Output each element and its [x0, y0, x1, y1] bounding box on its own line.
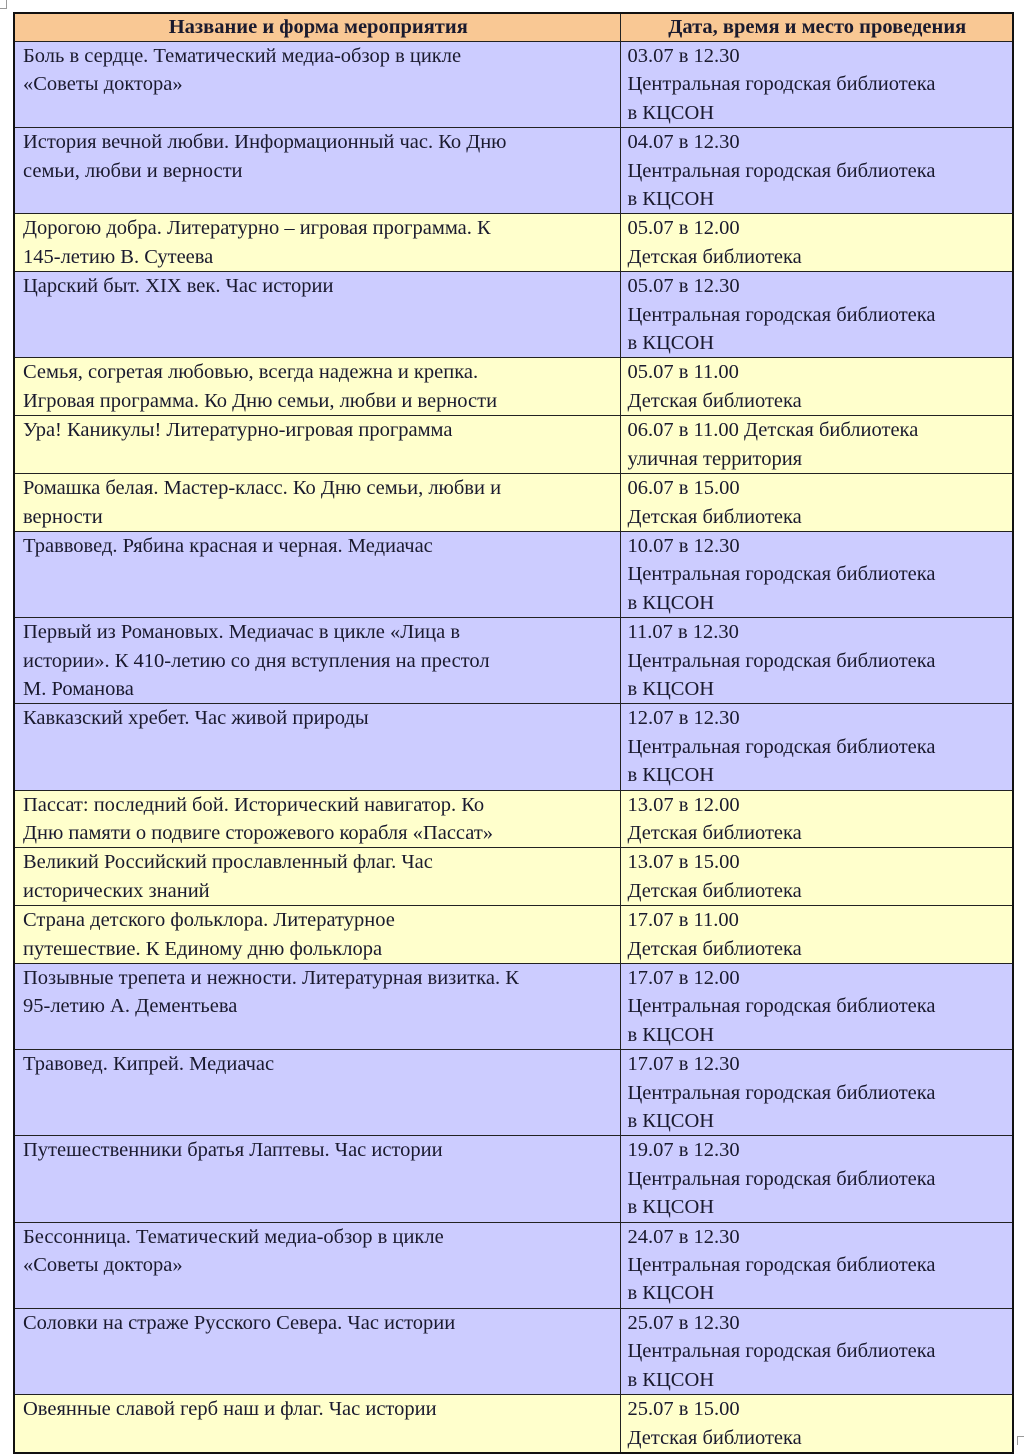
event-title-cell: Первый из Романовых. Медиачас в цикле «Лица в истории». К 410-летию со дня вступления на престол М. Романова	[14, 618, 620, 704]
date-place-cell: 11.07 в 12.30 Центральная городская библиотека в КЦСОН	[620, 618, 1013, 704]
event-title-cell: Бессонница. Тематический медиа-обзор в цикле «Советы доктора»	[14, 1222, 620, 1308]
table-row	[14, 214, 1013, 272]
date-place-cell: 17.07 в 12.00 Центральная городская библиотека в КЦСОН	[620, 964, 1013, 1050]
table-row	[14, 964, 1013, 1050]
table-row	[14, 848, 1013, 906]
table-header-row	[14, 13, 1013, 42]
table-row	[14, 1222, 1013, 1308]
event-title-cell: Ромашка белая. Мастер-класс. Ко Дню семьи, любви и верности	[14, 474, 620, 532]
event-title-cell: Овеянные славой герб наш и флаг. Час истории	[14, 1395, 620, 1453]
table-row	[14, 531, 1013, 617]
table-row	[14, 272, 1013, 358]
event-title-cell: Пассат: последний бой. Исторический навигатор. Ко Дню памяти о подвиге сторожевого корабля «Пассат»	[14, 790, 620, 848]
event-title-cell: Соловки на страже Русского Севера. Час истории	[14, 1308, 620, 1394]
event-title-cell: Семья, согретая любовью, всегда надежна и крепка. Игровая программа. Ко Дню семьи, любви и верности	[14, 358, 620, 416]
event-title-cell: Травовед. Кипрей. Медиачас	[14, 1050, 620, 1136]
date-place-cell: 04.07 в 12.30 Центральная городская библиотека в КЦСОН	[620, 128, 1013, 214]
header-event: Название и форма мероприятия	[14, 13, 620, 42]
date-place-cell: 05.07 в 12.00 Детская библиотека	[620, 214, 1013, 272]
date-place-cell: 06.07 в 11.00 Детская библиотека уличная территория	[620, 416, 1013, 474]
date-place-cell: 13.07 в 12.00 Детская библиотека	[620, 790, 1013, 848]
event-title-cell: Страна детского фольклора. Литературное путешествие. К Единому дню фольклора	[14, 906, 620, 964]
event-title-cell: Великий Российский прославленный флаг. Час исторических знаний	[14, 848, 620, 906]
table-row	[14, 906, 1013, 964]
table-row	[14, 1136, 1013, 1222]
date-place-cell: 05.07 в 12.30 Центральная городская библиотека в КЦСОН	[620, 272, 1013, 358]
table-row	[14, 42, 1013, 128]
date-place-cell: 10.07 в 12.30 Центральная городская библиотека в КЦСОН	[620, 531, 1013, 617]
table-row	[14, 416, 1013, 474]
date-place-cell: 25.07 в 12.30 Центральная городская библиотека в КЦСОН	[620, 1308, 1013, 1394]
date-place-cell: 12.07 в 12.30 Центральная городская библиотека в КЦСОН	[620, 704, 1013, 790]
date-place-cell: 17.07 в 11.00 Детская библиотека	[620, 906, 1013, 964]
event-title-cell: Ура! Каникулы! Литературно-игровая программа	[14, 416, 620, 474]
date-place-cell: 03.07 в 12.30 Центральная городская библиотека в КЦСОН	[620, 42, 1013, 128]
table-row	[14, 704, 1013, 790]
table-row	[14, 618, 1013, 704]
table-row	[14, 1308, 1013, 1394]
event-title-cell: Боль в сердце. Тематический медиа-обзор в цикле «Советы доктора»	[14, 42, 620, 128]
events-table	[13, 12, 1014, 1454]
event-title-cell: История вечной любви. Информационный час. Ко Дню семьи, любви и верности	[14, 128, 620, 214]
table-row	[14, 790, 1013, 848]
header-date-place: Дата, время и место проведения	[620, 13, 1013, 42]
event-title-cell: Дорогою добра. Литературно – игровая программа. К 145-летию В. Сутеева	[14, 214, 620, 272]
date-place-cell: 05.07 в 11.00 Детская библиотека	[620, 358, 1013, 416]
event-title-cell: Кавказский хребет. Час живой природы	[14, 704, 620, 790]
event-title-cell: Царский быт. XIX век. Час истории	[14, 272, 620, 358]
table-row	[14, 128, 1013, 214]
date-place-cell: 17.07 в 12.30 Центральная городская библиотека в КЦСОН	[620, 1050, 1013, 1136]
event-title-cell: Траввовед. Рябина красная и черная. Медиачас	[14, 531, 620, 617]
table-row	[14, 1395, 1013, 1453]
table-row	[14, 1050, 1013, 1136]
date-place-cell: 06.07 в 15.00 Детская библиотека	[620, 474, 1013, 532]
page-corner-mark	[0, 0, 7, 9]
event-title-cell: Путешественники братья Лаптевы. Час истории	[14, 1136, 620, 1222]
date-place-cell: 13.07 в 15.00 Детская библиотека	[620, 848, 1013, 906]
date-place-cell: 19.07 в 12.30 Центральная городская библиотека в КЦСОН	[620, 1136, 1013, 1222]
event-title-cell: Позывные трепета и нежности. Литературная визитка. К 95-летию А. Дементьева	[14, 964, 620, 1050]
date-place-cell: 25.07 в 15.00 Детская библиотека	[620, 1395, 1013, 1453]
date-place-cell: 24.07 в 12.30 Центральная городская библиотека в КЦСОН	[620, 1222, 1013, 1308]
table-row	[14, 474, 1013, 532]
page-corner-mark	[1017, 1436, 1024, 1445]
table-row	[14, 358, 1013, 416]
